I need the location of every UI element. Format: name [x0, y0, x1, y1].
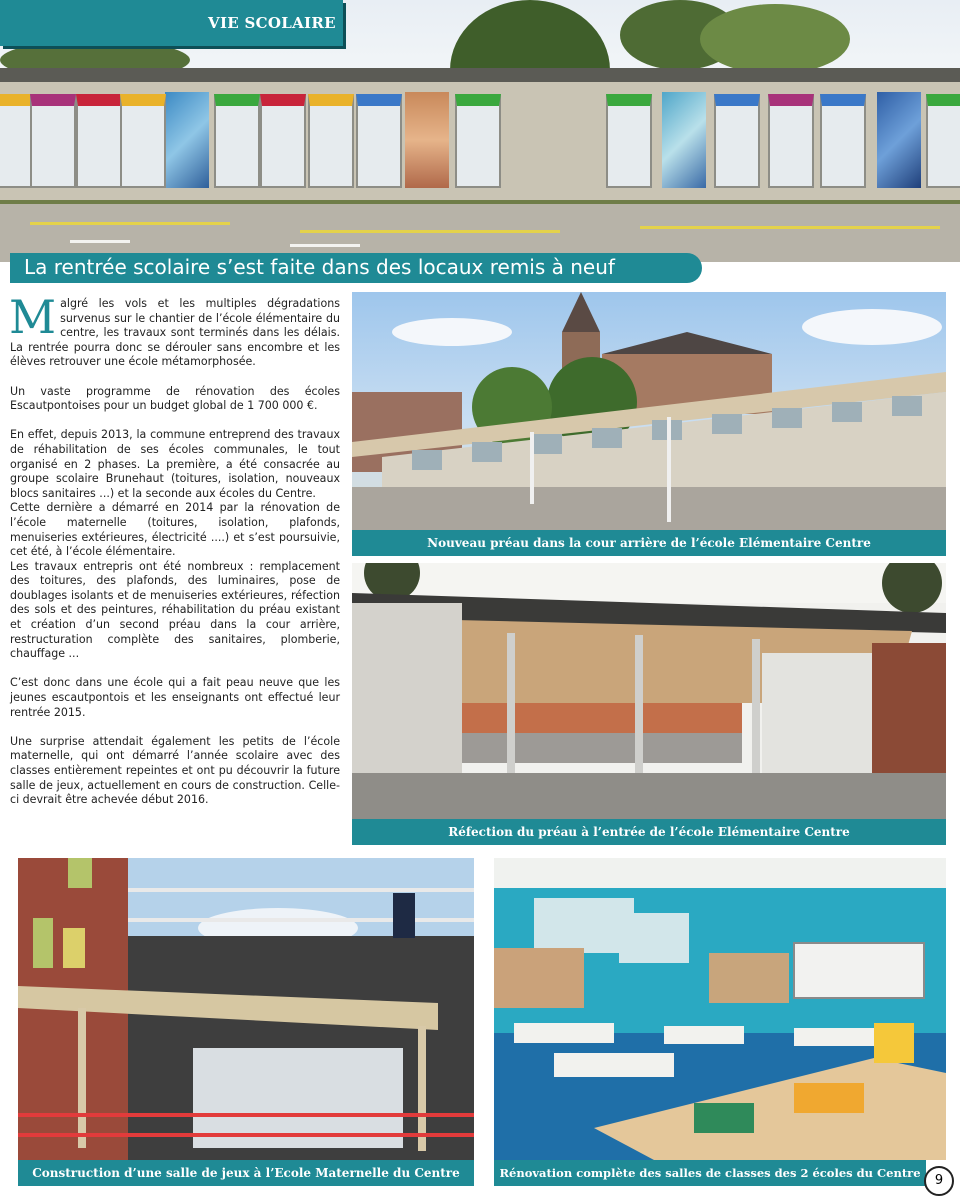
- photo-new-porch-back-yard: [352, 292, 946, 530]
- photo-caption: Nouveau préau dans la cour arrière de l’école Elémentaire Centre: [352, 530, 946, 556]
- article-paragraph: En effet, depuis 2013, la commune entreprend des travaux de réhabilitation de ses écoles communales, le tout organisé en 2 phases. La première, a été consacrée au groupe scolaire Brunehaut (toitures, isolation, nouveaux blocs sanitaires ...) et la seconde aux écoles du Centre.: [10, 428, 340, 500]
- article-paragraph: algré les vols et les multiples dégradations survenus sur le chantier de l’école élémentaire du centre, les travaux sont terminés dans les délais. La rentrée pourra donc se dérouler sans encombre et les élèves retrouver une école métamorphosée.: [10, 297, 340, 369]
- article-paragraph: Cette dernière a démarré en 2014 par la rénovation de l’école maternelle (toitures, isolation, plafonds, menuiseries extérieures, électricité ....) et s’est poursuivie, cet été, à l’école élémentaire.: [10, 501, 340, 559]
- article-paragraph: Un vaste programme de rénovation des écoles Escautpontoises pour un budget global de 1 700 000 €.: [10, 384, 340, 413]
- page-number: 9: [924, 1166, 954, 1196]
- article-paragraph: C’est donc dans une école qui a fait peau neuve que les jeunes escautpontois et les enseignants ont effectué leur rentrée 2015.: [10, 676, 340, 719]
- photo-caption: Rénovation complète des salles de classes des 2 écoles du Centre: [494, 1160, 926, 1186]
- section-label: VIE SCOLAIRE: [208, 14, 336, 32]
- photo-caption: Construction d’une salle de jeux à l’Ecole Maternelle du Centre: [18, 1160, 474, 1186]
- section-tab: [0, 0, 343, 46]
- article-body: [9, 290, 340, 822]
- headline-text: La rentrée scolaire s’est faite dans des locaux remis à neuf: [24, 255, 615, 279]
- drop-cap: M: [9, 290, 57, 344]
- article-paragraph: Les travaux entrepris ont été nombreux : remplacement des toitures, des plafonds, des luminaires, pose de doublages isolants et de menuiseries extérieures, réfection des sols et des peintures, réhabilitation du préau existant et création d’un second préau dans la cour arrière, restructuration complète des sanitaires, plomberie, chauffage ...: [10, 559, 340, 661]
- photo-renovated-porch-entrance: [352, 563, 946, 819]
- photo-caption: Réfection du préau à l’entrée de l’école Elémentaire Centre: [352, 819, 946, 845]
- photo-renovated-classroom: [494, 858, 946, 1160]
- article-paragraph: Une surprise attendait également les petits de l’école maternelle, qui ont démarré l’année scolaire avec des classes entièrement repeintes et ont pu découvrir la future salle de jeux, actuellement en cours de construction. Celle-ci devrait être achevée début 2016.: [10, 734, 340, 807]
- headline-banner: [10, 253, 702, 283]
- photo-playroom-construction: [18, 858, 474, 1160]
